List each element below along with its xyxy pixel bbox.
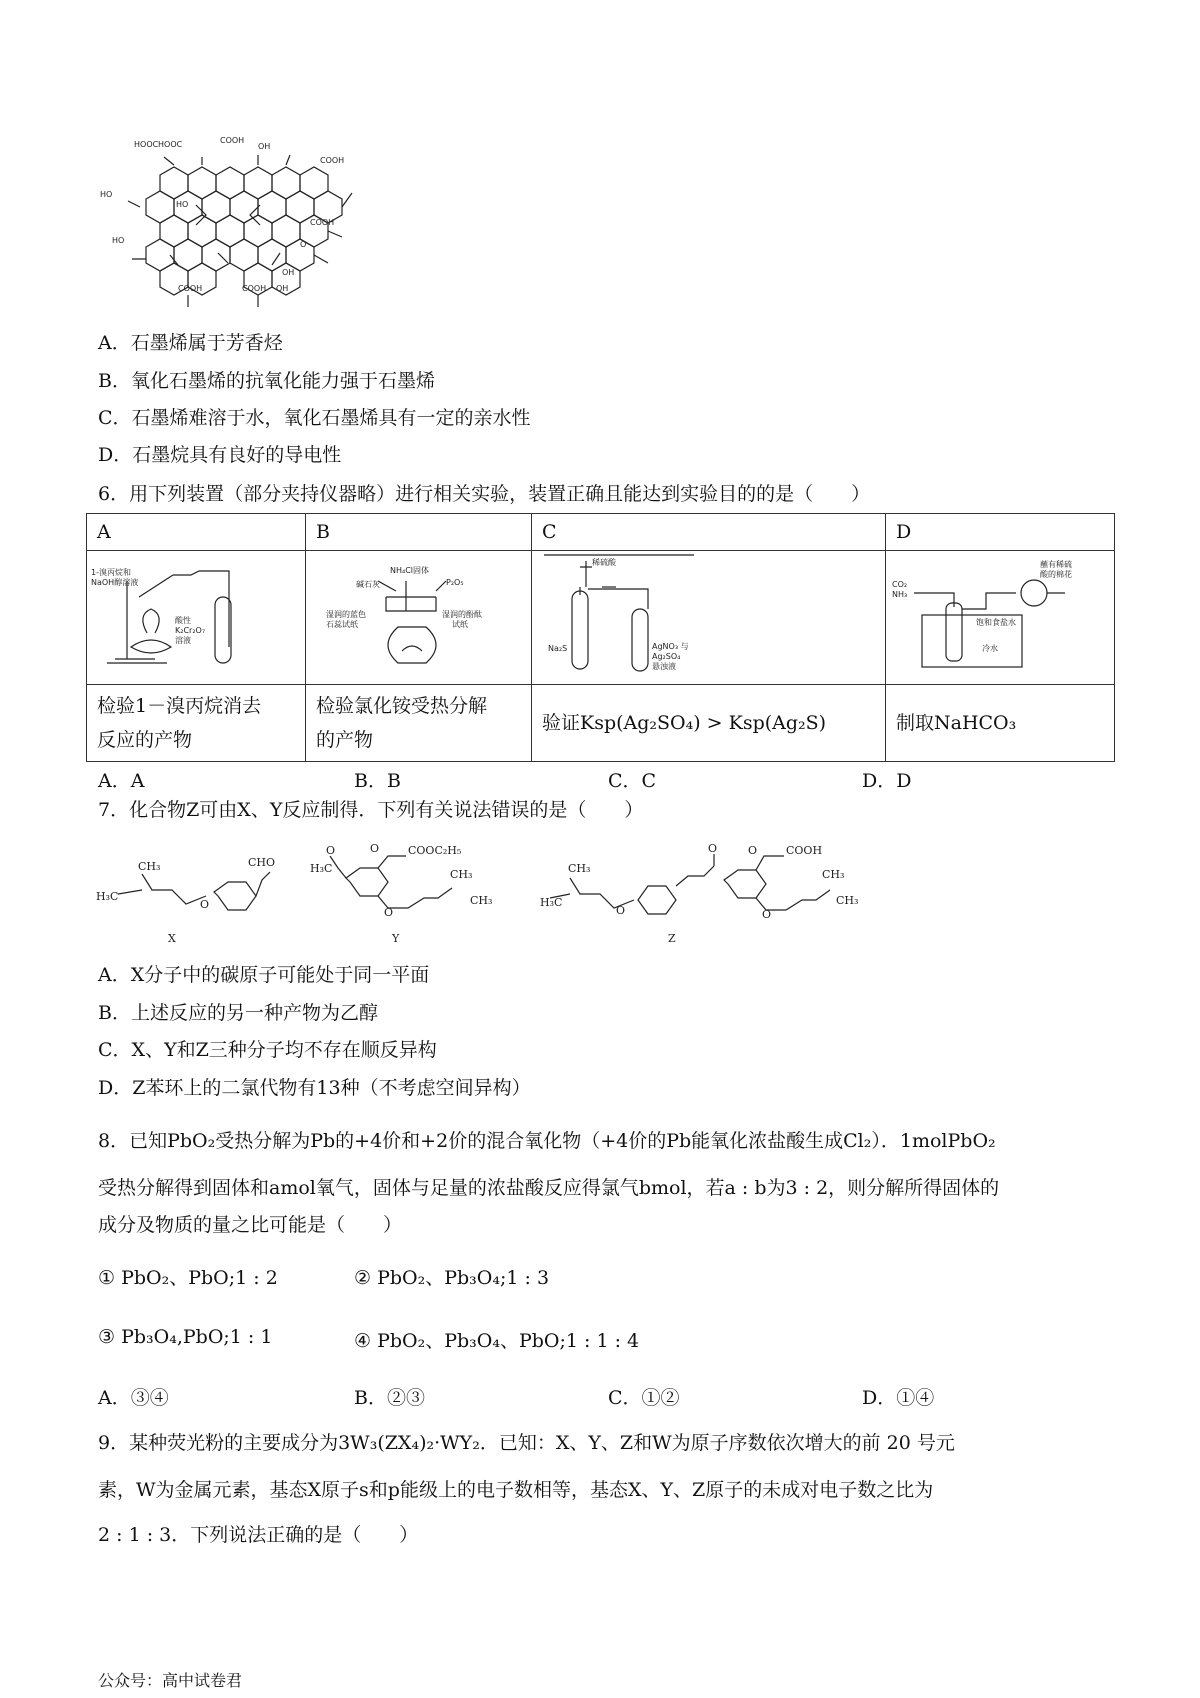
apparatus-a-diagram <box>87 551 306 679</box>
apparatus-b-label: 试纸 <box>452 620 468 629</box>
z-label: O <box>762 908 772 921</box>
z-label: CH₃ <box>568 862 591 875</box>
q6-cell-b-line2: 的产物 <box>316 729 374 751</box>
q6-header-a: A <box>87 514 306 551</box>
structure-label: HOOC <box>134 140 159 149</box>
apparatus-b-label: 湿润的蓝色 <box>326 610 366 619</box>
z-label: O <box>748 844 758 857</box>
graphene-oxide-structure <box>100 135 390 325</box>
q7-option-b: B．上述反应的另一种产物为乙醇 <box>98 1002 378 1024</box>
q6-apparatus-a <box>87 551 306 685</box>
z-label: COOH <box>786 844 823 857</box>
apparatus-b-diagram <box>306 551 532 679</box>
apparatus-b-label: 碱石灰 <box>356 580 380 589</box>
apparatus-c-diagram <box>532 551 886 679</box>
q5-option-c: C．石墨烯难溶于水，氧化石墨烯具有一定的亲水性 <box>98 407 531 429</box>
y-label: O <box>370 842 380 855</box>
q6-header-c: C <box>532 514 886 551</box>
apparatus-b-label: 湿润的酚酞 <box>442 610 482 619</box>
q8-choice-1: ① PbO₂、PbO;1 : 2 <box>98 1267 278 1289</box>
apparatus-a-label: 溶液 <box>175 636 191 645</box>
q6-apparatus-table <box>86 513 1115 762</box>
apparatus-a-label: 酸性 <box>175 616 191 625</box>
q6-apparatus-c <box>532 551 886 685</box>
q6-cell-c: 验证Ksp(Ag₂SO₄) > Ksp(Ag₂S) <box>532 685 886 762</box>
z-label: Z <box>668 932 676 944</box>
x-label: O <box>200 898 210 911</box>
apparatus-b-label: 石蕊试纸 <box>326 620 358 629</box>
y-label: O <box>384 906 394 919</box>
structure-label: HO <box>100 190 113 199</box>
apparatus-c-label: AgNO₃ 与 <box>652 642 689 651</box>
q8-line-3: 成分及物质的量之比可能是（ ） <box>98 1214 403 1236</box>
apparatus-d-label: NH₃ <box>892 590 908 599</box>
apparatus-d-diagram <box>886 551 1115 679</box>
q8-option-d: D．①④ <box>862 1387 935 1409</box>
apparatus-c-label: Na₂S <box>548 644 568 653</box>
q8-option-b: B．②③ <box>354 1387 425 1409</box>
q8-line-1: 8．已知PbO₂受热分解为Pb的+4价和+2价的混合氧化物（+4价的Pb能氧化浓盐酸生成Cl₂）．1molPbO₂ <box>98 1130 996 1152</box>
apparatus-a-label: NaOH醇溶液 <box>91 578 139 587</box>
q6-cell-a <box>87 685 306 762</box>
q6-option-d: D．D <box>862 770 912 792</box>
q6-apparatus-d <box>886 551 1115 685</box>
structure-label: OH <box>282 268 295 277</box>
structure-label: COOH <box>178 284 203 293</box>
q6-cell-b <box>306 685 532 762</box>
apparatus-c-label: 悬浊液 <box>652 662 676 671</box>
q7-option-a: A．X分子中的碳原子可能处于同一平面 <box>98 964 430 986</box>
structure-label: HO <box>112 236 125 245</box>
footer-account: 公众号：高中试卷君 <box>98 1671 243 1690</box>
structure-label: COOH <box>310 218 335 227</box>
q6-apparatus-b <box>306 551 532 685</box>
y-label: CH₃ <box>470 894 493 907</box>
q6-header-b: B <box>306 514 532 551</box>
z-label: CH₃ <box>836 894 859 907</box>
z-label: O <box>708 842 718 855</box>
structure-label: COOH <box>320 156 345 165</box>
structure-label: COOH <box>220 136 245 145</box>
q6-cell-a-line1: 检验1－溴丙烷消去 <box>97 695 262 717</box>
q6-option-a: A．A <box>98 770 145 792</box>
structure-label: HOOC <box>158 140 183 149</box>
q9-line-1: 9．某种荧光粉的主要成分为3W₃(ZX₄)₂·WY₂．已知：X、Y、Z和W为原子序数依次增大的前 20 号元 <box>98 1432 955 1454</box>
z-label: H₃C <box>540 896 563 909</box>
q7-option-d: D．Z苯环上的二氯代物有13种（不考虑空间异构） <box>98 1077 531 1099</box>
apparatus-b-label: NH₄Cl固体 <box>390 566 430 575</box>
apparatus-d-label: 酸的棉花 <box>1040 570 1072 579</box>
y-label: Y <box>392 932 400 944</box>
q6-cell-a-line2: 反应的产物 <box>97 729 193 751</box>
q6-header-d: D <box>886 514 1115 551</box>
y-label: COOC₂H₅ <box>408 844 462 857</box>
z-label: O <box>616 904 626 917</box>
q6-option-c: C．C <box>608 770 657 792</box>
q7-structure-y <box>310 842 530 944</box>
q7-stem: 7．化合物Z可由X、Y反应制得．下列有关说法错误的是（ ） <box>98 799 644 821</box>
q9-line-3: 2 : 1 : 3．下列说法正确的是（ ） <box>98 1524 419 1546</box>
x-label: CH₃ <box>138 860 161 873</box>
apparatus-d-label: 饱和食盐水 <box>976 618 1016 627</box>
q8-choice-3: ③ Pb₃O₄,PbO;1 : 1 <box>98 1326 273 1348</box>
q6-option-b: B．B <box>354 770 401 792</box>
q5-option-d: D．石墨烷具有良好的导电性 <box>98 444 342 466</box>
x-label: H₃C <box>96 890 119 903</box>
apparatus-b-label: P₂O₅ <box>446 578 464 587</box>
apparatus-a-label: K₂Cr₂O₇ <box>175 626 206 635</box>
structure-label: OH <box>258 142 271 151</box>
x-label: CHO <box>248 856 276 869</box>
q8-choice-4: ④ PbO₂、Pb₃O₄、PbO;1 : 1 : 4 <box>354 1330 640 1352</box>
structure-label: COOH <box>242 284 267 293</box>
apparatus-d-label: 冷水 <box>982 644 998 653</box>
y-label: H₃C <box>310 862 333 875</box>
q8-option-a: A．③④ <box>98 1387 169 1409</box>
q8-choice-2: ② PbO₂、Pb₃O₄;1 : 3 <box>354 1267 550 1289</box>
apparatus-d-label: 蘸有稀硫 <box>1040 560 1072 569</box>
q7-structure-x <box>96 852 286 944</box>
q5-option-b: B．氧化石墨烯的抗氧化能力强于石墨烯 <box>98 370 435 392</box>
structure-label: HO <box>176 200 189 209</box>
q8-line-2: 受热分解得到固体和amol氧气，固体与足量的浓盐酸反应得氯气bmol，若a : b为3 : 2，则分解所得固体的 <box>98 1177 1000 1199</box>
q9-line-2: 素，W为金属元素，基态X原子s和p能级上的电子数相等，基态X、Y、Z原子的未成对电子数之比为 <box>98 1479 934 1501</box>
q6-cell-d: 制取NaHCO₃ <box>886 685 1115 762</box>
q7-structure-z <box>540 842 870 944</box>
q7-option-c: C．X、Y和Z三种分子均不存在顺反异构 <box>98 1039 437 1061</box>
y-label: CH₃ <box>450 868 473 881</box>
q8-option-c: C．①② <box>608 1387 680 1409</box>
y-label: O <box>326 844 336 857</box>
apparatus-a-label: 1-溴丙烷和 <box>91 568 131 577</box>
structure-label: OH <box>276 284 289 293</box>
z-label: CH₃ <box>822 868 845 881</box>
apparatus-c-label: Ag₂SO₄ <box>652 652 681 661</box>
apparatus-c-label: 稀硫酸 <box>592 558 616 567</box>
x-label: X <box>168 932 176 944</box>
q6-cell-b-line1: 检验氯化铵受热分解 <box>316 695 488 717</box>
structure-label: O <box>300 240 307 249</box>
q5-option-a: A．石墨烯属于芳香烃 <box>98 332 283 354</box>
q6-stem: 6．用下列装置（部分夹持仪器略）进行相关实验，装置正确且能达到实验目的的是（ ） <box>98 483 871 505</box>
apparatus-d-label: CO₂ <box>892 580 908 589</box>
